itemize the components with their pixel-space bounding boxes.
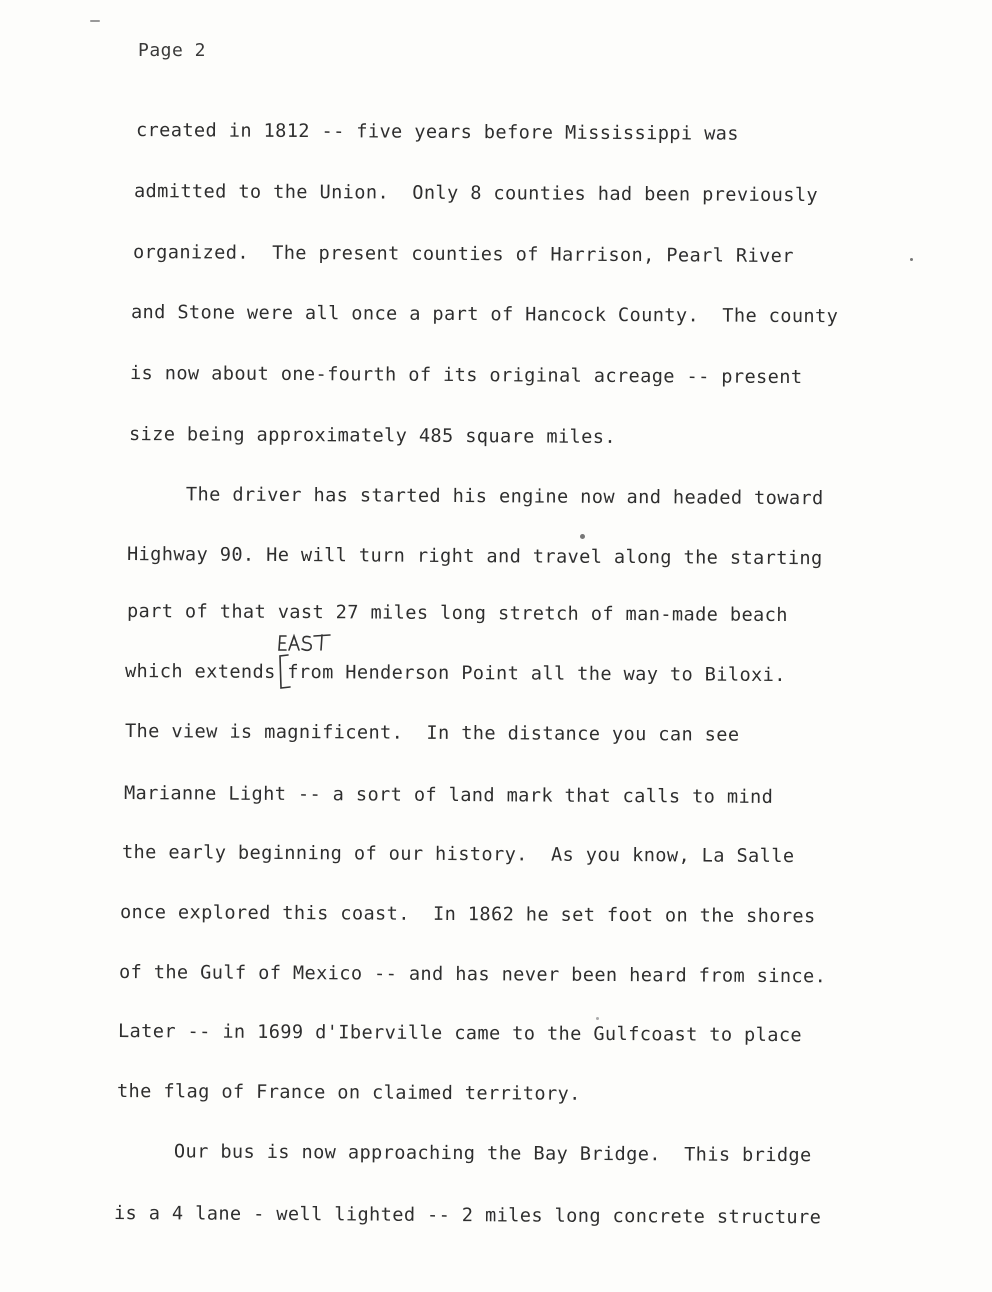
text-line-6: size being approximately 485 square miles. [128, 424, 617, 448]
text-line-5: is now about one-fourth of its original acreage -- present [129, 363, 803, 389]
scan-speck [90, 20, 100, 22]
text-line-16: Later -- in 1699 d'Iberville came to the Gulfcoast to place [117, 1021, 803, 1047]
text-line-17: the flag of France on claimed territory. [116, 1081, 581, 1105]
text-line-2: admitted to the Union. Only 8 counties had been previously [133, 181, 819, 207]
text-line-13: the early beginning of our history. As you know, La Salle [121, 842, 795, 868]
text-line-7: The driver has started his engine now and headed toward [127, 484, 824, 510]
scan-speck [596, 1017, 599, 1020]
text-line-14: once explored this coast. In 1862 he set foot on the shores [119, 902, 816, 928]
text-line-4: and Stone were all once a part of Hancock County. The county [130, 302, 839, 328]
page-label: Page 2 [138, 40, 207, 61]
handwritten-east-annotation [272, 630, 352, 692]
text-line-11: The view is magnificent. In the distance you can see [124, 721, 740, 746]
text-line-15: of the Gulf of Mexico -- and has never been heard from since. [118, 962, 827, 988]
text-line-19: is a 4 lane - well lighted -- 2 miles long concrete structure [113, 1203, 822, 1229]
text-line-8: Highway 90. He will turn right and travel along the starting [126, 544, 823, 570]
text-line-10: which extends from Henderson Point all the way to Biloxi. [124, 661, 786, 687]
text-line-1: created in 1812 -- five years before Mississippi was [135, 120, 739, 145]
scan-speck [910, 258, 913, 261]
text-line-18: Our bus is now approaching the Bay Bridge. This bridge [115, 1141, 812, 1167]
text-line-3: organized. The present counties of Harrison, Pearl River [132, 242, 794, 268]
scan-speck [580, 534, 585, 539]
text-line-12: Marianne Light -- a sort of land mark that calls to mind [123, 783, 774, 808]
text-line-9: part of that vast 27 miles long stretch of man-made beach [126, 601, 788, 627]
